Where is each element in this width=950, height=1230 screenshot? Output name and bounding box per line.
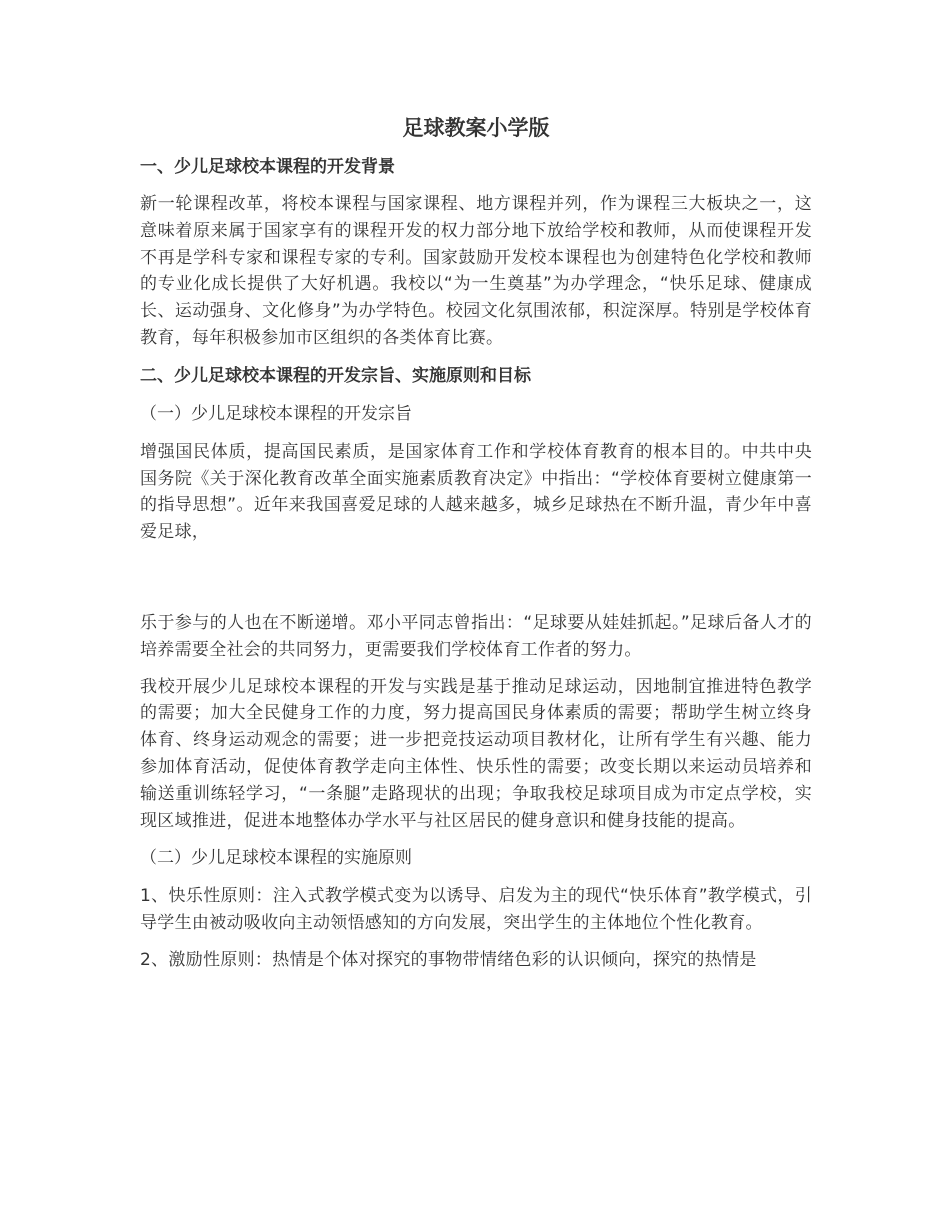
document-page <box>140 108 812 984</box>
paragraph-principle-happiness: 1、快乐性原则：注入式教学模式变为以诱导、启发为主的现代“快乐体育”教学模式，引导学生由被动吸收向主动领悟感知的方向发展，突出学生的主体地位个性化教育。 <box>140 886 812 934</box>
paragraph-school-practice: 我校开展少儿足球校本课程的开发与实践是基于推动足球运动，因地制宜推进特色教学的需要；加大全民健身工作的力度，努力提高国民身体素质的需要；帮助学生树立终身体育、终身运动观念的需要；进一步把竞技运动项目教材化，让所有学生有兴趣、能力参加体育活动，促使体育教学走向主体性、快乐性的需要；改变长期以来运动员培养和输送重训练轻学习，“一条腿”走路现状的出现；争取我校足球项目成为市定点学校，实现区域推进，促进本地整体办学水平与社区居民的健身意识和健身技能的提高。 <box>140 676 812 831</box>
section-heading-background: 一、少儿足球校本课程的开发背景 <box>140 157 395 177</box>
paragraph-principle-motivation: 2、激励性原则：热情是个体对探究的事物带情绪色彩的认识倾向，探究的热情是 <box>140 949 757 970</box>
page-break-gap <box>140 556 812 610</box>
subsection-heading-purpose: （一）少儿足球校本课程的开发宗旨 <box>140 403 412 424</box>
subsection-heading-principles: （二）少儿足球校本课程的实施原则 <box>140 848 412 869</box>
section-heading-purpose-principles-goals: 二、少儿足球校本课程的开发宗旨、实施原则和目标 <box>140 365 531 386</box>
document-title: 足球教案小学版 <box>402 116 550 140</box>
paragraph-purpose: 增强国民体质，提高国民素质，是国家体育工作和学校体育教育的根本目的。中共中央国务院《关于深化教育改革全面实施素质教育决定》中指出：“学校体育要树立健康第一的指导思想”。近年来我国喜爱足球的人越来越多，城乡足球热在不断升温，青少年中喜爱足球， <box>140 441 812 543</box>
paragraph-background: 新一轮课程改革，将校本课程与国家课程、地方课程并列，作为课程三大板块之一，这意味着原来属于国家享有的课程开发的权力部分地下放给学校和教师，从而使课程开发不再是学科专家和课程专家的专利。国家鼓励开发校本课程也为创建特色化学校和教师的专业化成长提供了大好机遇。我校以“为一生奠基”为办学理念，“快乐足球、健康成长、运动强身、文化修身”为办学特色。校园文化氛围浓郁，积淀深厚。特别是学校体育教育，每年积极参加市区组织的各类体育比赛。 <box>140 194 812 348</box>
paragraph-purpose-continued: 乐于参与的人也在不断递增。邓小平同志曾指出：“足球要从娃娃抓起。”足球后备人才的培养需要全社会的共同努力，更需要我们学校体育工作者的努力。 <box>140 612 812 660</box>
